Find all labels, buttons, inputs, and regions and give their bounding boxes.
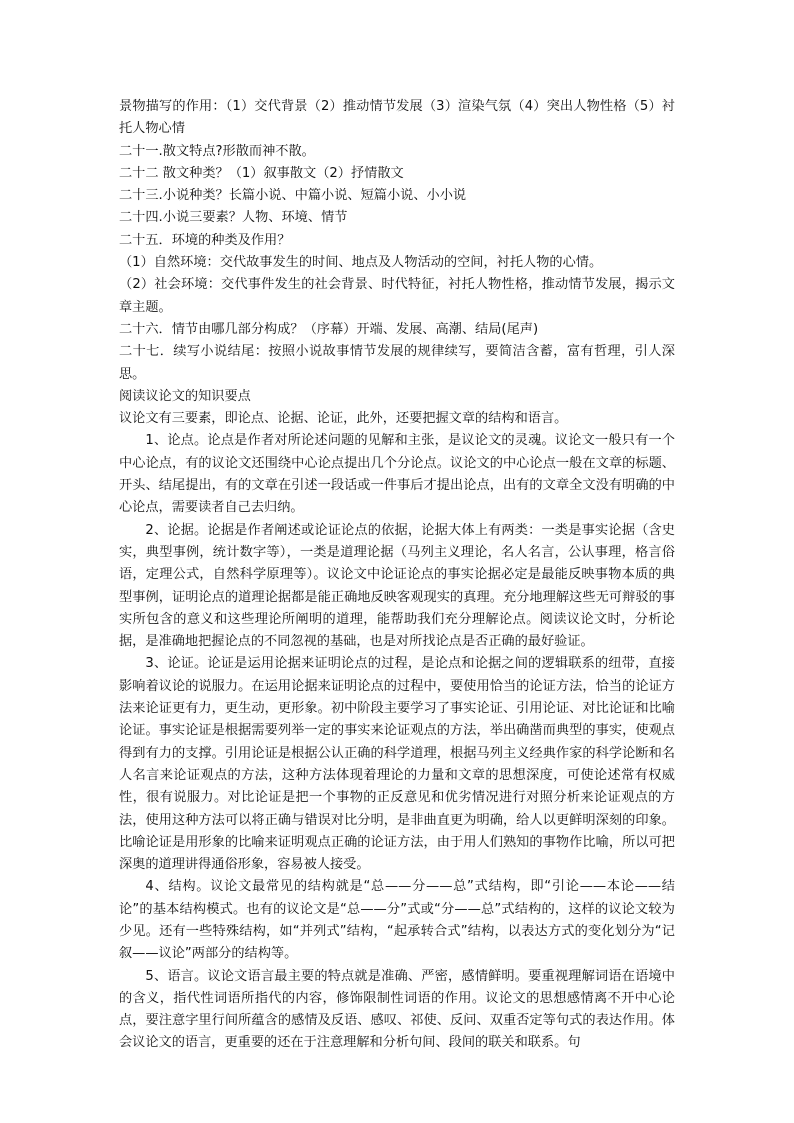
section-21-line: 二十一.散文特点?形散而神不散。 xyxy=(119,143,315,159)
three-elements-line: 议论文有三要素，即论点、论据、论证，此外，还要把握文章的结构和语言。 xyxy=(119,411,568,427)
scenery-description-line: 景物描写的作用：（1）交代背景（2）推动情节发展（3）渲染气氛（4）突出人物性格（5）衬托人物心情 xyxy=(119,99,675,137)
section-27-line: 二十七．续写小说结尾：按照小说故事情节发展的规律续写，要简洁含蓄，富有哲理，引人深思。 xyxy=(119,344,675,382)
section-24-line: 二十四.小说三要素？人物、环境、情节 xyxy=(119,210,348,226)
social-environment-line: （2）社会环境：交代事件发生的社会背景、时代特征，衬托人物性格，推动情节发展，揭示文章主题。 xyxy=(119,277,675,315)
natural-environment-line: （1）自然环境：交代故事发生的时间、地点及人物活动的空间，衬托人物的心情。 xyxy=(119,255,603,271)
document-page xyxy=(119,96,675,1055)
section-22-line: 二十二 散文种类？（1）叙事散文（2）抒情散文 xyxy=(119,165,404,181)
argumentative-heading: 阅读议论文的知识要点 xyxy=(119,388,251,404)
paragraph-thesis: 1、论点。论点是作者对所论述问题的见解和主张，是议论文的灵魂。议论文一般只有一个中心论点，有的议论文还围绕中心论点提出几个分论点。议论文的中心论点一般在文章的标题、开头、结尾提出，有的文章在引述一段话或一件事后才提出论点，出有的文章全文没有明确的中心论点，需要读者自己去归纳。 xyxy=(119,433,675,516)
section-26-line: 二十六．情节由哪几部分构成？（序幕）开端、发展、高潮、结局(尾声) xyxy=(119,321,539,337)
paragraph-language: 5、语言。议论文语言最主要的特点就是准确、严密，感情鲜明。要重视理解词语在语境中的含义，指代性词语所指代的内容，修饰限制性词语的作用。议论文的思想感情离不开中心论点，要注意字里行间所蕴含的感情及反语、感叹、祁使、反问、双重否定等句式的表达作用。体会议论文的语言，更重要的还在于注意理解和分析句间、段间的联关和联系。句 xyxy=(119,968,675,1051)
paragraph-structure: 4、结构。议论文最常见的结构就是“总——分——总”式结构，即“引论——本论——结论”的基本结构模式。也有的议论文是“总——分”式或“分——总”式结构的，这样的议论文较为少见。还有一些特殊结构，如“并列式”结构，“起承转合式”结构，以表达方式的变化划分为“记叙——议论”两部分的结构等。 xyxy=(119,879,675,962)
section-23-line: 二十三.小说种类？长篇小说、中篇小说、短篇小说、小小说 xyxy=(119,188,467,204)
paragraph-evidence: 2、论据。论据是作者阐述或论证论点的依据，论据大体上有两类：一类是事实论据（含史实，典型事例，统计数字等），一类是道理论据（马列主义理论，名人名言，公认事理，格言俗语，定理公式，自然科学原理等）。议论文中论证论点的事实论据必定是最能反映事物本质的典型事例，证明论点的道理论据都是能正确地反映客观现实的真理。充分地理解这些无可辩驳的事实所包含的意义和这些理论所阐明的道理，能帮助我们充分理解论点。阅读议论文时，分析论据，是准确地把握论点的不同忽视的基础，也是对所找论点是否正确的最好验证。 xyxy=(119,522,675,650)
section-25-line: 二十五．环境的种类及作用？ xyxy=(119,232,291,248)
paragraph-argumentation: 3、论证。论证是运用论据来证明论点的过程，是论点和论据之间的逻辑联系的纽带，直接影响着议论的说服力。在运用论据来证明论点的过程中，要使用恰当的论证方法，恰当的论证方法来论证更有力，更生动，更形象。初中阶段主要学习了事实论证、引用论证、对比论证和比喻论证。事实论证是根据需要列举一定的事实来论证观点的方法，举出确凿而典型的事实，使观点得到有力的支撑。引用论证是根据公认正确的科学道理，根据马列主义经典作家的科学论断和名人名言来论证观点的方法，这种方法体现着理论的力量和文章的思想深度，可使论述常有权威性，很有说服力。对比论证是把一个事物的正反意见和优劣情况进行对照分析来论证观点的方法，使用这种方法可以将正确与错误对比分明，是非曲直更为明确，给人以更鲜明深刻的印象。比喻论证是用形象的比喻来证明观点正确的论证方法，由于用人们熟知的事物作比喻，所以可把深奥的道理讲得通俗形象，容易被人接受。 xyxy=(119,656,675,873)
